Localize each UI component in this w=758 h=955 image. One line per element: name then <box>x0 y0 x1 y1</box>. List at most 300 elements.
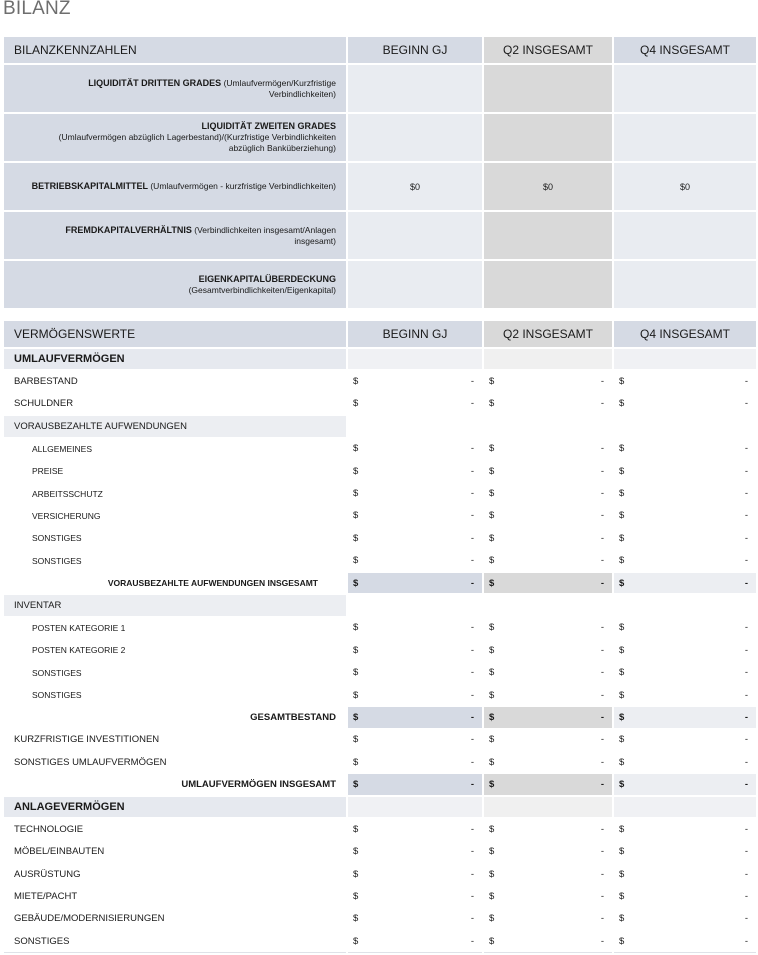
currency: $ <box>353 891 359 903</box>
currency: $ <box>353 689 359 701</box>
value-cell-beginn[interactable] <box>347 550 483 572</box>
currency: $ <box>619 846 625 858</box>
value-cell-q4[interactable] <box>613 930 757 952</box>
value-cell-q4[interactable] <box>613 617 757 639</box>
ratio-desc: (Umlaufvermögen abzüglich Lagerbestand)/(Kurzfristige Verbindlichkeiten abzüglich Banküberziehung) <box>58 132 336 153</box>
currency: $ <box>489 868 495 880</box>
ratio-value-q4[interactable] <box>613 260 757 309</box>
row-label: POSTEN KATEGORIE 2 <box>3 639 347 661</box>
value: - <box>470 488 474 500</box>
value: - <box>744 936 748 948</box>
value: - <box>470 734 474 746</box>
value: - <box>600 711 604 723</box>
value: - <box>600 555 604 567</box>
value: - <box>744 756 748 768</box>
value-cell-beginn[interactable] <box>347 639 483 661</box>
table-row <box>3 661 757 683</box>
value-cell-beginn[interactable] <box>347 370 483 392</box>
value-cell-q2[interactable] <box>483 841 613 863</box>
value: - <box>600 488 604 500</box>
value: - <box>744 846 748 858</box>
row-label: BARBESTAND <box>3 370 347 392</box>
asset-header-row <box>3 320 757 348</box>
value: - <box>600 644 604 656</box>
subsection-title: INVENTAR <box>3 594 347 616</box>
row-label: SONSTIGES <box>3 661 347 683</box>
total-cell-q2 <box>483 706 613 728</box>
ratio-desc: (Umlaufvermögen/Kurzfristige Verbindlichkeiten) <box>223 77 336 99</box>
value-cell-q4[interactable] <box>613 639 757 661</box>
empty-cell <box>483 348 613 370</box>
ratio-value-beginn[interactable] <box>347 113 483 162</box>
currency: $ <box>489 443 495 455</box>
total-row-current <box>3 773 757 795</box>
table-row <box>3 751 757 773</box>
value-cell-q4[interactable] <box>613 661 757 683</box>
value-cell-q2[interactable] <box>483 527 613 549</box>
row-label: SONSTIGES UMLAUFVERMÖGEN <box>3 751 347 773</box>
value-cell-q2[interactable] <box>483 505 613 527</box>
value-cell-beginn[interactable] <box>347 729 483 751</box>
empty-cell <box>613 415 757 437</box>
currency: $ <box>619 577 625 589</box>
currency: $ <box>489 555 495 567</box>
currency: $ <box>353 577 359 589</box>
ratio-desc: (Verbindlichkeiten insgesamt/Anlagen insgesamt) <box>194 224 336 246</box>
value: - <box>470 823 474 835</box>
asset-header-q4: Q4 INSGESAMT <box>613 320 757 348</box>
currency: $ <box>489 465 495 477</box>
table-row <box>3 550 757 572</box>
currency: $ <box>489 577 495 589</box>
value-cell-q2[interactable] <box>483 863 613 885</box>
value: - <box>744 555 748 567</box>
value-cell-q2[interactable] <box>483 393 613 415</box>
ratio-header-label: BILANZKENNZAHLEN <box>3 36 347 64</box>
ratio-value-q4[interactable] <box>613 64 757 113</box>
ratio-label <box>3 260 347 309</box>
value-cell-beginn[interactable] <box>347 505 483 527</box>
value-cell-beginn[interactable] <box>347 684 483 706</box>
value-cell-beginn[interactable] <box>347 527 483 549</box>
currency: $ <box>353 936 359 948</box>
asset-table <box>2 319 758 953</box>
table-row <box>3 729 757 751</box>
currency: $ <box>489 779 495 791</box>
asset-header-label: VERMÖGENSWERTE <box>3 320 347 348</box>
value: - <box>744 891 748 903</box>
currency: $ <box>619 644 625 656</box>
ratio-value-q4[interactable] <box>613 211 757 260</box>
value: - <box>600 532 604 544</box>
table-row <box>3 460 757 482</box>
empty-cell <box>613 348 757 370</box>
value: - <box>744 689 748 701</box>
value: - <box>744 868 748 880</box>
ratio-value-q2[interactable] <box>483 260 613 309</box>
value: - <box>470 913 474 925</box>
row-label: TECHNOLOGIE <box>3 818 347 840</box>
row-label: ALLGEMEINES <box>3 438 347 460</box>
currency: $ <box>353 465 359 477</box>
empty-cell <box>347 348 483 370</box>
value: - <box>600 689 604 701</box>
row-label: PREISE <box>3 460 347 482</box>
value: - <box>600 756 604 768</box>
currency: $ <box>619 689 625 701</box>
ratio-label <box>3 162 347 211</box>
value-cell-q4[interactable] <box>613 908 757 930</box>
currency: $ <box>353 734 359 746</box>
value-cell-q2[interactable] <box>483 438 613 460</box>
value-cell-beginn[interactable] <box>347 661 483 683</box>
value: - <box>744 398 748 410</box>
value-cell-q4[interactable] <box>613 841 757 863</box>
currency: $ <box>619 532 625 544</box>
ratio-header-q4: Q4 INSGESAMT <box>613 36 757 64</box>
table-row <box>3 908 757 930</box>
row-label: KURZFRISTIGE INVESTITIONEN <box>3 729 347 751</box>
currency: $ <box>353 622 359 634</box>
currency: $ <box>353 913 359 925</box>
currency: $ <box>619 868 625 880</box>
currency: $ <box>619 913 625 925</box>
ratio-label <box>3 211 347 260</box>
value: - <box>470 891 474 903</box>
value-cell-q2[interactable] <box>483 482 613 504</box>
value-cell-beginn[interactable] <box>347 460 483 482</box>
value: - <box>470 779 474 791</box>
total-row-stock <box>3 706 757 728</box>
value: - <box>470 622 474 634</box>
subsection-row <box>3 594 757 616</box>
ratio-row <box>3 113 757 162</box>
currency: $ <box>489 622 495 634</box>
value-cell-q2[interactable] <box>483 751 613 773</box>
value: - <box>744 667 748 679</box>
value-cell-q2[interactable] <box>483 818 613 840</box>
currency: $ <box>489 913 495 925</box>
total-label: VORAUSBEZAHLTE AUFWENDUNGEN INSGESAMT <box>3 572 347 594</box>
currency: $ <box>489 510 495 522</box>
value: - <box>744 510 748 522</box>
value-cell-beginn[interactable] <box>347 438 483 460</box>
value: - <box>744 465 748 477</box>
currency: $ <box>353 868 359 880</box>
value-cell-beginn[interactable] <box>347 841 483 863</box>
value-cell-q2[interactable] <box>483 639 613 661</box>
currency: $ <box>489 689 495 701</box>
empty-cell <box>483 594 613 616</box>
currency: $ <box>353 555 359 567</box>
ratio-desc: (Gesamtverbindlichkeiten/Eigenkapital) <box>188 284 336 295</box>
currency: $ <box>489 488 495 500</box>
currency: $ <box>619 711 625 723</box>
table-row <box>3 482 757 504</box>
value: - <box>470 868 474 880</box>
empty-cell <box>613 796 757 818</box>
subsection-title: VORAUSBEZAHLTE AUFWENDUNGEN <box>3 415 347 437</box>
currency: $ <box>489 734 495 746</box>
currency: $ <box>619 510 625 522</box>
ratio-name: EIGENKAPITALÜBERDECKUNG <box>198 273 336 284</box>
empty-cell <box>483 796 613 818</box>
value-cell-q2[interactable] <box>483 460 613 482</box>
value: - <box>600 936 604 948</box>
asset-header-beginn: BEGINN GJ <box>347 320 483 348</box>
ratio-header-row <box>3 36 757 64</box>
ratio-row <box>3 211 757 260</box>
value-cell-beginn[interactable] <box>347 930 483 952</box>
currency: $ <box>619 734 625 746</box>
currency: $ <box>489 891 495 903</box>
total-cell-beginn <box>347 572 483 594</box>
ratio-value-q2[interactable] <box>483 64 613 113</box>
value: - <box>744 913 748 925</box>
total-cell-q4 <box>613 706 757 728</box>
currency: $ <box>619 376 625 388</box>
value-cell-beginn[interactable] <box>347 818 483 840</box>
value: - <box>600 779 604 791</box>
currency: $ <box>619 779 625 791</box>
currency: $ <box>489 667 495 679</box>
table-row <box>3 527 757 549</box>
value: - <box>600 823 604 835</box>
value: - <box>744 443 748 455</box>
value: - <box>744 779 748 791</box>
value: - <box>744 823 748 835</box>
value-cell-beginn[interactable] <box>347 908 483 930</box>
currency: $ <box>619 823 625 835</box>
currency: $ <box>619 756 625 768</box>
value: - <box>600 465 604 477</box>
currency: $ <box>619 667 625 679</box>
table-row <box>3 639 757 661</box>
empty-cell <box>347 796 483 818</box>
currency: $ <box>489 711 495 723</box>
table-row <box>3 818 757 840</box>
section-title: UMLAUFVERMÖGEN <box>3 348 347 370</box>
currency: $ <box>353 443 359 455</box>
value-cell-q2[interactable] <box>483 885 613 907</box>
value: - <box>600 443 604 455</box>
ratio-table <box>2 35 758 310</box>
row-label: SONSTIGES <box>3 527 347 549</box>
value-cell-q2[interactable] <box>483 550 613 572</box>
ratio-label <box>3 64 347 113</box>
ratio-value-q4[interactable] <box>613 113 757 162</box>
total-cell-q4 <box>613 572 757 594</box>
row-label: MIETE/PACHT <box>3 885 347 907</box>
value: - <box>744 734 748 746</box>
value: - <box>744 644 748 656</box>
row-label: VERSICHERUNG <box>3 505 347 527</box>
ratio-name: LIQUIDITÄT ZWEITEN GRADES <box>201 121 336 131</box>
value: - <box>600 913 604 925</box>
value: - <box>600 376 604 388</box>
ratio-value-q2[interactable] <box>483 211 613 260</box>
value-cell-beginn[interactable] <box>347 751 483 773</box>
value-cell-q2[interactable] <box>483 908 613 930</box>
row-label: POSTEN KATEGORIE 1 <box>3 617 347 639</box>
total-row-prepaid <box>3 572 757 594</box>
value-cell-q4[interactable] <box>613 729 757 751</box>
ratio-value-beginn[interactable] <box>347 211 483 260</box>
table-row <box>3 684 757 706</box>
currency: $ <box>619 891 625 903</box>
ratio-value-beginn[interactable] <box>347 64 483 113</box>
value-cell-beginn[interactable] <box>347 885 483 907</box>
row-label: AUSRÜSTUNG <box>3 863 347 885</box>
currency: $ <box>353 846 359 858</box>
value-cell-q2[interactable] <box>483 370 613 392</box>
value: - <box>600 868 604 880</box>
ratio-value-q4[interactable]: $0 <box>613 162 757 211</box>
currency: $ <box>489 823 495 835</box>
value: - <box>744 488 748 500</box>
currency: $ <box>489 376 495 388</box>
currency: $ <box>489 936 495 948</box>
value-cell-q2[interactable] <box>483 729 613 751</box>
asset-header-q2: Q2 INSGESAMT <box>483 320 613 348</box>
value: - <box>600 891 604 903</box>
value-cell-beginn[interactable] <box>347 482 483 504</box>
currency: $ <box>353 398 359 410</box>
currency: $ <box>619 443 625 455</box>
value: - <box>744 532 748 544</box>
value-cell-q4[interactable] <box>613 527 757 549</box>
empty-cell <box>347 415 483 437</box>
value: - <box>470 532 474 544</box>
value: - <box>470 756 474 768</box>
ratio-label <box>3 113 347 162</box>
total-cell-q4 <box>613 773 757 795</box>
value-cell-q4[interactable] <box>613 863 757 885</box>
currency: $ <box>353 376 359 388</box>
currency: $ <box>489 398 495 410</box>
value-cell-q2[interactable] <box>483 661 613 683</box>
table-row <box>3 617 757 639</box>
value: - <box>470 644 474 656</box>
currency: $ <box>619 488 625 500</box>
value-cell-beginn[interactable] <box>347 863 483 885</box>
currency: $ <box>353 532 359 544</box>
currency: $ <box>619 465 625 477</box>
value-cell-beginn[interactable] <box>347 617 483 639</box>
value: - <box>470 577 474 589</box>
value-cell-q4[interactable] <box>613 370 757 392</box>
value: - <box>470 846 474 858</box>
currency: $ <box>489 644 495 656</box>
value: - <box>470 667 474 679</box>
value: - <box>744 622 748 634</box>
empty-cell <box>483 415 613 437</box>
value: - <box>600 734 604 746</box>
currency: $ <box>353 711 359 723</box>
row-label: SONSTIGES <box>3 930 347 952</box>
row-label: SONSTIGES <box>3 550 347 572</box>
total-cell-q2 <box>483 572 613 594</box>
currency: $ <box>489 846 495 858</box>
section-row-current <box>3 348 757 370</box>
currency: $ <box>353 644 359 656</box>
value-cell-q4[interactable] <box>613 751 757 773</box>
value: - <box>470 376 474 388</box>
table-row <box>3 370 757 392</box>
currency: $ <box>353 510 359 522</box>
value-cell-q4[interactable] <box>613 438 757 460</box>
total-label: GESAMTBESTAND <box>3 706 347 728</box>
value: - <box>744 376 748 388</box>
value-cell-q2[interactable] <box>483 930 613 952</box>
value-cell-q2[interactable] <box>483 684 613 706</box>
empty-cell <box>613 594 757 616</box>
currency: $ <box>353 756 359 768</box>
currency: $ <box>353 779 359 791</box>
value: - <box>600 577 604 589</box>
row-label: MÖBEL/EINBAUTEN <box>3 841 347 863</box>
currency: $ <box>353 488 359 500</box>
row-label: SONSTIGES <box>3 684 347 706</box>
value: - <box>470 398 474 410</box>
currency: $ <box>353 823 359 835</box>
empty-cell <box>347 594 483 616</box>
total-cell-beginn <box>347 706 483 728</box>
value: - <box>600 622 604 634</box>
row-label: ARBEITSSCHUTZ <box>3 482 347 504</box>
value-cell-q4[interactable] <box>613 550 757 572</box>
ratio-row <box>3 162 757 211</box>
currency: $ <box>489 756 495 768</box>
subsection-row <box>3 415 757 437</box>
ratio-name: LIQUIDITÄT DRITTEN GRADES <box>88 77 222 88</box>
value-cell-q4[interactable] <box>613 505 757 527</box>
ratio-header-beginn: BEGINN GJ <box>347 36 483 64</box>
ratio-value-beginn[interactable] <box>347 260 483 309</box>
ratio-value-beginn[interactable]: $0 <box>347 162 483 211</box>
value: - <box>600 510 604 522</box>
ratio-value-q2[interactable] <box>483 113 613 162</box>
ratio-value-q2[interactable]: $0 <box>483 162 613 211</box>
currency: $ <box>489 532 495 544</box>
row-label: GEBÄUDE/MODERNISIERUNGEN <box>3 908 347 930</box>
currency: $ <box>619 555 625 567</box>
value-cell-q4[interactable] <box>613 818 757 840</box>
value-cell-q2[interactable] <box>483 617 613 639</box>
value-cell-q4[interactable] <box>613 684 757 706</box>
table-row <box>3 393 757 415</box>
table-row <box>3 438 757 460</box>
table-row <box>3 930 757 952</box>
row-label: SCHULDNER <box>3 393 347 415</box>
section-title: ANLAGEVERMÖGEN <box>3 796 347 818</box>
value: - <box>600 398 604 410</box>
value-cell-q4[interactable] <box>613 482 757 504</box>
value-cell-q4[interactable] <box>613 393 757 415</box>
value-cell-q4[interactable] <box>613 460 757 482</box>
table-row <box>3 841 757 863</box>
value: - <box>470 555 474 567</box>
value: - <box>470 689 474 701</box>
total-label: UMLAUFVERMÖGEN INSGESAMT <box>3 773 347 795</box>
value: - <box>470 443 474 455</box>
currency: $ <box>353 667 359 679</box>
table-row <box>3 505 757 527</box>
value-cell-q4[interactable] <box>613 885 757 907</box>
value-cell-beginn[interactable] <box>347 393 483 415</box>
table-row <box>3 885 757 907</box>
ratio-desc: (Umlaufvermögen - kurzfristige Verbindlichkeiten) <box>150 181 336 191</box>
